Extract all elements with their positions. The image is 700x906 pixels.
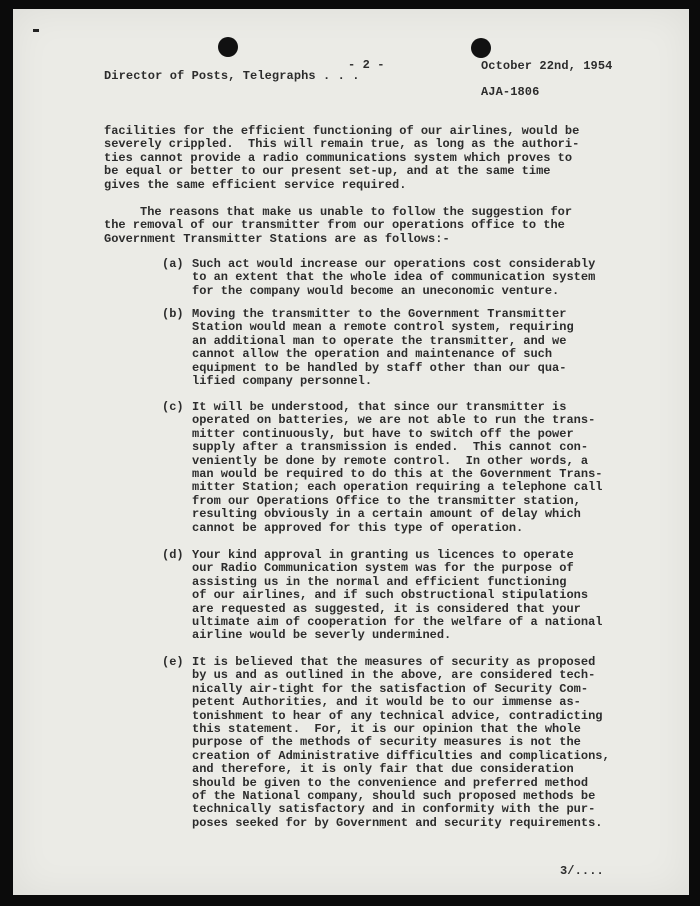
text-line: by us and as outlined in the above, are considered tech- bbox=[192, 668, 596, 683]
list-item-text bbox=[192, 549, 602, 643]
text-line: Such act would increase our operations cost considerably bbox=[192, 257, 596, 271]
text-line: Moving the transmitter to the Government Transmitter bbox=[192, 307, 567, 321]
list-item-text bbox=[192, 308, 574, 388]
punch-hole-right bbox=[471, 38, 491, 58]
list-item-label: (d) bbox=[162, 548, 184, 562]
text-line: gives the same efficient service required. bbox=[104, 177, 407, 192]
text-line: tonishment to hear of any technical advice, contradicting bbox=[192, 708, 603, 723]
text-line: our Radio Communication system was for the purpose of bbox=[192, 561, 574, 576]
text-line: operated on batteries, we are not able to run the trans- bbox=[192, 413, 596, 428]
page-number: - 2 - bbox=[348, 58, 385, 72]
ink-speck bbox=[33, 29, 39, 32]
text-line: assisting us in the normal and efficient functioning bbox=[192, 574, 567, 589]
text-line: of the National company, should such proposed methods be bbox=[192, 788, 596, 803]
text-line: Station would mean a remote control system, requiring bbox=[192, 320, 574, 335]
intro-continuation-paragraph bbox=[104, 125, 579, 192]
text-line: supply after a transmission is ended. This cannot con- bbox=[192, 440, 589, 455]
letter-date: October 22nd, 1954 bbox=[481, 59, 613, 73]
text-line: petent Authorities, and it would be to our immense as- bbox=[192, 695, 581, 710]
text-line: man would be required to do this at the Government Trans- bbox=[192, 466, 603, 481]
text-line: ties cannot provide a radio communications system which proves to bbox=[104, 150, 573, 165]
text-line: mitter Station; each operation requiring a telephone call bbox=[192, 480, 603, 495]
text-line: The reasons that make us unable to follow the suggestion for bbox=[104, 205, 573, 219]
text-line: cannot allow the operation and maintenance of such bbox=[192, 347, 553, 362]
list-item-text bbox=[192, 258, 595, 298]
list-item-text bbox=[192, 401, 602, 535]
text-line: It will be understood, that since our transmitter is bbox=[192, 400, 567, 414]
text-line: mitter continuously, but have to switch off the power bbox=[192, 426, 574, 441]
text-line: Government Transmitter Stations are as follows:- bbox=[104, 231, 450, 246]
text-line: nically air-tight for the satisfaction of Security Com- bbox=[192, 681, 589, 696]
text-line: to an extent that the whole idea of communication system bbox=[192, 270, 596, 285]
text-line: veniently be done by remote control. In other words, a bbox=[192, 453, 589, 468]
continuation-marker: 3/.... bbox=[560, 864, 604, 878]
letter-page bbox=[13, 9, 689, 895]
reasons-intro-paragraph bbox=[104, 206, 572, 246]
text-line: from our Operations Office to the transmitter station, bbox=[192, 493, 581, 508]
text-line: should be given to the convenience and preferred method bbox=[192, 775, 589, 790]
text-line: ultimate aim of cooperation for the welfare of a national bbox=[192, 614, 603, 629]
list-item-label: (a) bbox=[162, 257, 184, 271]
text-line: cannot be approved for this type of operation. bbox=[192, 520, 524, 535]
list-item-label: (b) bbox=[162, 307, 184, 321]
text-line: resulting obviously in a certain amount of delay which bbox=[192, 507, 581, 522]
text-line: this statement. For, it is our opinion that the whole bbox=[192, 721, 581, 736]
reference-number: AJA-1806 bbox=[481, 85, 540, 99]
list-item-label: (e) bbox=[162, 655, 184, 669]
list-item-text bbox=[192, 656, 610, 830]
text-line: and therefore, it is only fair that due consideration bbox=[192, 762, 574, 777]
list-item-label: (c) bbox=[162, 400, 184, 414]
text-line: for the company would become an uneconomic venture. bbox=[192, 283, 560, 298]
text-line: purpose of the methods of security measures is not the bbox=[192, 735, 581, 750]
text-line: be equal or better to our present set-up, and at the same time bbox=[104, 164, 551, 179]
addressee-line: Director of Posts, Telegraphs . . . bbox=[104, 69, 360, 83]
text-line: severely crippled. This will remain true, as long as the authori- bbox=[104, 137, 580, 152]
text-line: facilities for the efficient functioning of our airlines, would be bbox=[104, 124, 580, 138]
text-line: creation of Administrative difficulties and complications, bbox=[192, 748, 610, 763]
text-line: an additional man to operate the transmitter, and we bbox=[192, 333, 567, 348]
text-line: technically satisfactory and in conformity with the pur- bbox=[192, 802, 596, 817]
text-line: are requested as suggested, it is considered that your bbox=[192, 601, 581, 616]
punch-hole-left bbox=[218, 37, 238, 57]
text-line: It is believed that the measures of security as proposed bbox=[192, 655, 596, 669]
text-line: Your kind approval in granting us licences to operate bbox=[192, 548, 574, 562]
text-line: lified company personnel. bbox=[192, 373, 373, 388]
text-line: equipment to be handled by staff other than our qua- bbox=[192, 360, 567, 375]
text-line: of our airlines, and if such obstructional stipulations bbox=[192, 588, 589, 603]
text-line: the removal of our transmitter from our operations office to the bbox=[104, 218, 565, 233]
text-line: poses seeked for by Government and security requirements. bbox=[192, 815, 603, 830]
text-line: airline would be severly undermined. bbox=[192, 628, 452, 643]
